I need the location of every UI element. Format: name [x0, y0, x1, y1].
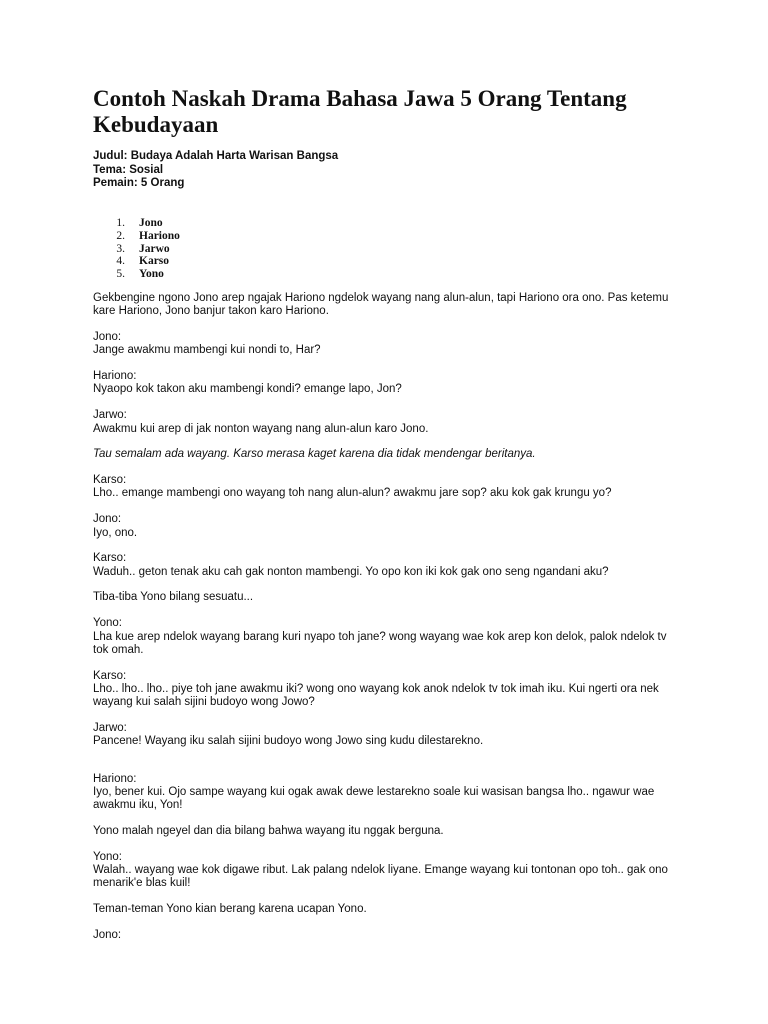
document-title: Contoh Naskah Drama Bahasa Jawa 5 Orang Tentang Kebudayaan	[93, 86, 627, 137]
cast-name: Karso	[139, 255, 170, 268]
narration-paragraph: Teman-teman Yono kian berang karena ucapan Yono.	[93, 903, 367, 916]
dialogue-block	[93, 552, 683, 579]
dialogue-block	[93, 670, 683, 710]
dialogue-line: Iyo, bener kui. Ojo sampe wayang kui ogak awak dewe lestarekno soale kui wasisan bangsa lho.. ngawur wae awakmu iku, Yon!	[93, 785, 655, 812]
meta-tema: Tema: Sosial	[93, 163, 164, 176]
cast-name: Jono	[139, 217, 163, 229]
speaker-name: Jono:	[93, 513, 122, 526]
dialogue-line: Jange awakmu mambengi kui nondi to, Har?	[93, 344, 321, 357]
meta-judul: Judul: Budaya Adalah Harta Warisan Bangsa	[93, 150, 339, 162]
cast-number: 1.	[116, 217, 125, 229]
dialogue-line: Nyaopo kok takon aku mambengi kondi? emange lapo, Jon?	[93, 383, 402, 396]
script-body	[93, 292, 683, 955]
meta-pemain: Pemain: 5 Orang	[93, 177, 185, 189]
speaker-name: Karso:	[93, 474, 127, 487]
document-meta	[93, 150, 693, 191]
narration-paragraph: Yono malah ngeyel dan dia bilang bahwa wayang itu nggak berguna.	[93, 825, 444, 838]
speaker-name: Yono:	[93, 850, 122, 863]
dialogue-block	[93, 513, 683, 540]
speaker-name: Jarwo:	[93, 722, 127, 735]
cast-item	[93, 255, 393, 268]
dialogue-block	[93, 851, 683, 891]
dialogue-line: Waduh.. geton tenak aku cah gak nonton mambengi. Yo opo kon iki kok gak ono seng ngandani aku?	[93, 565, 609, 578]
cast-number: 2.	[116, 229, 125, 242]
cast-name: Yono	[139, 268, 164, 281]
dialogue-block	[93, 331, 683, 358]
cast-item	[93, 268, 393, 281]
dialogue-block	[93, 617, 683, 657]
dialogue-block	[93, 929, 683, 942]
speaker-name: Jono:	[93, 331, 122, 344]
dialogue-line: Pancene! Wayang iku salah sijini budoyo wong Jowo sing kudu dilestarekno.	[93, 735, 484, 748]
cast-number: 5.	[116, 268, 125, 281]
dialogue-line: Awakmu kui arep di jak nonton wayang nang alun-alun karo Jono.	[93, 422, 429, 435]
speaker-name: Jarwo:	[93, 409, 127, 422]
narration-paragraph: Gekbengine ngono Jono arep ngajak Hariono ngdelok wayang nang alun-alun, tapi Hariono ora ono. Pas ketemu kare Hariono, Jono banjur takon karo Hariono.	[93, 292, 669, 318]
cast-name: Jarwo	[139, 242, 170, 255]
speaker-name: Hariono:	[93, 370, 137, 383]
cast-list	[93, 217, 393, 281]
cast-name: Hariono	[139, 229, 180, 242]
dialogue-line: Lha kue arep ndelok wayang barang kuri nyapo toh jane? wong wayang wae kok arep kon delok, palok ndelok tv tok omah.	[93, 630, 667, 656]
speaker-name: Jono:	[93, 929, 122, 941]
dialogue-block	[93, 474, 683, 501]
cast-item	[93, 243, 393, 256]
dialogue-block	[93, 722, 683, 749]
speaker-name: Karso:	[93, 552, 127, 565]
dialogue-line: Lho.. emange mambengi ono wayang toh nang alun-alun? awakmu jare sop? aku kok gak krungu yo?	[93, 487, 612, 500]
speaker-name: Yono:	[93, 617, 122, 630]
cast-item	[93, 230, 393, 243]
stage-direction: Tau semalam ada wayang. Karso merasa kaget karena dia tidak mendengar beritanya.	[93, 448, 536, 461]
narration-paragraph: Tiba-tiba Yono bilang sesuatu...	[93, 591, 254, 604]
speaker-name: Hariono:	[93, 772, 137, 785]
dialogue-block	[93, 370, 683, 397]
cast-number: 3.	[116, 242, 125, 255]
dialogue-block	[93, 773, 683, 813]
dialogue-line: Iyo, ono.	[93, 526, 138, 539]
dialogue-line: Walah.. wayang wae kok digawe ribut. Lak palang ndelok liyane. Emange wayang kui tontonan opo toh.. gak ono menarik'e blas kuil!	[93, 864, 668, 890]
dialogue-block	[93, 409, 683, 436]
cast-item	[93, 217, 393, 230]
cast-number: 4.	[116, 255, 125, 268]
dialogue-line: Lho.. lho.. lho.. piye toh jane awakmu iki? wong ono wayang kok anok ndelok tv tok imah iku. Kui ngerti ora nek wayang kui salah sijini budoyo wong Jowo?	[93, 682, 659, 709]
speaker-name: Karso:	[93, 669, 127, 682]
